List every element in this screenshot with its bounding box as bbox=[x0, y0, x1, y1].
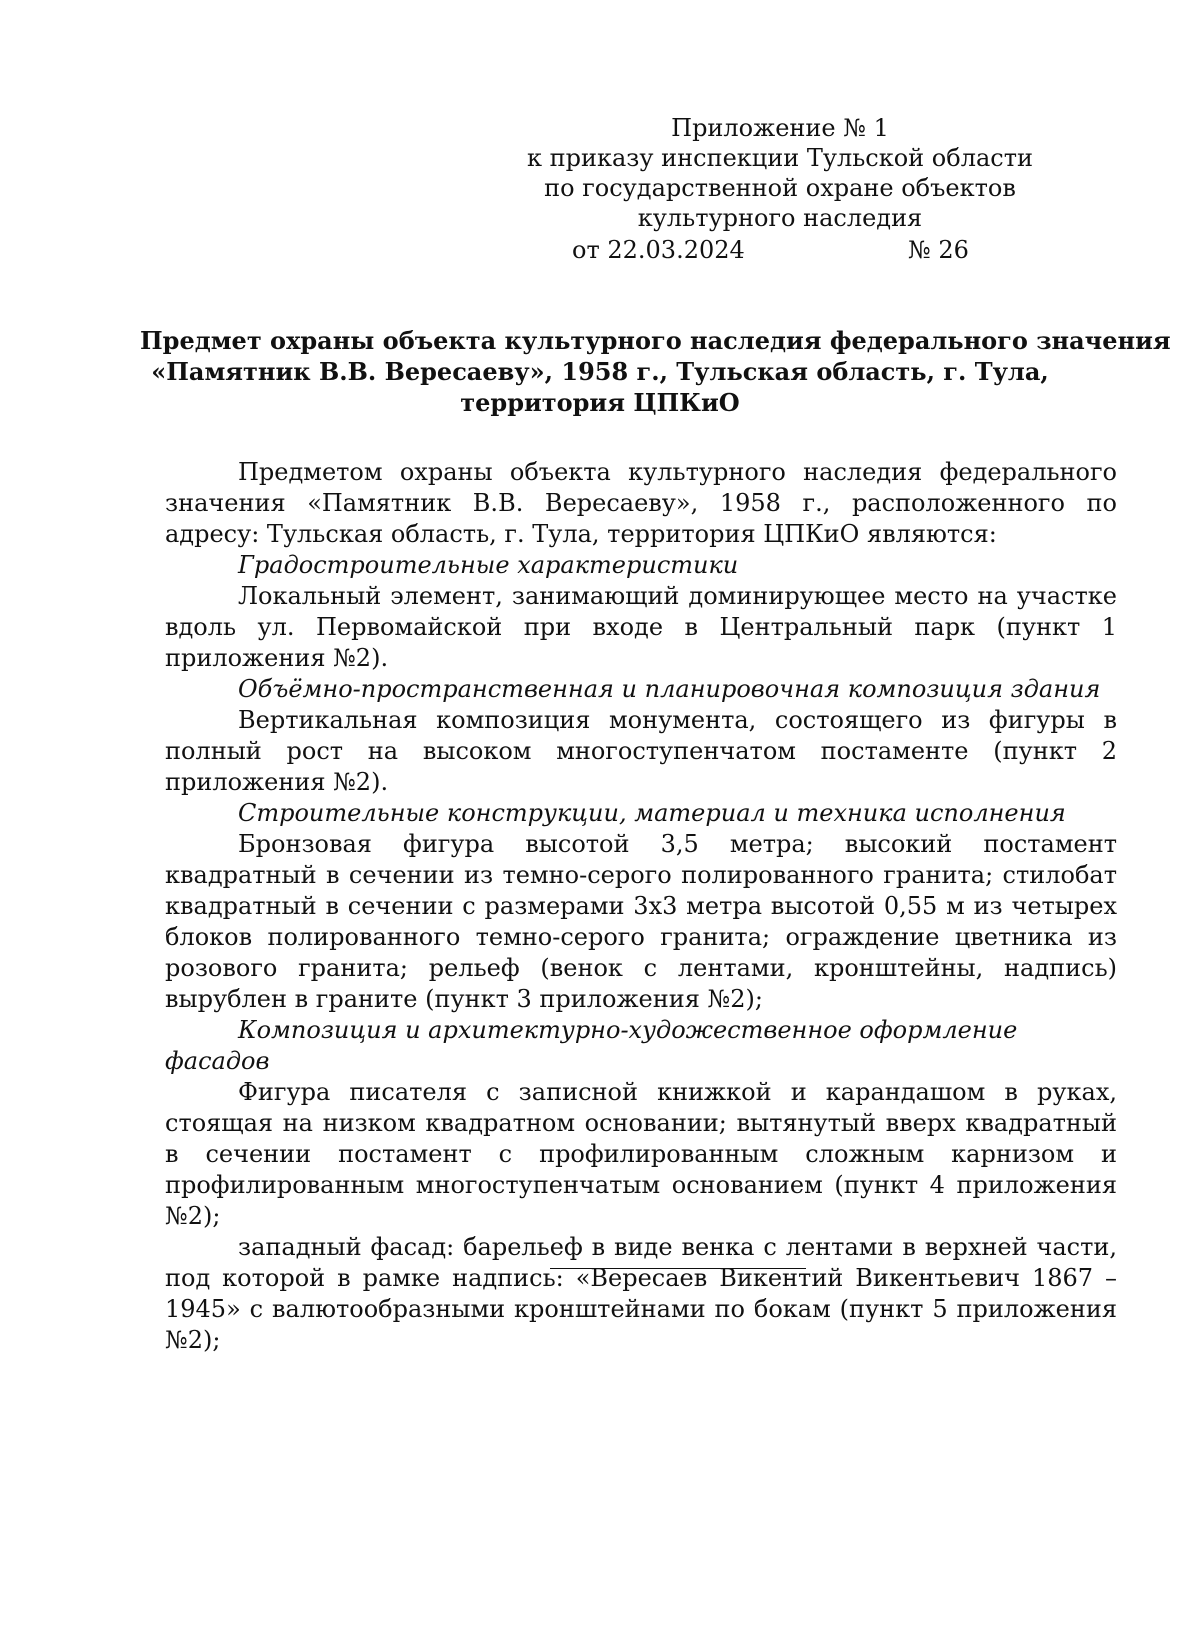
appendix-number: Приложение № 1 bbox=[671, 114, 889, 142]
title-line-1: Предмет охраны объекта культурного наследия федерального значения bbox=[140, 326, 1171, 355]
section-heading-composition: Объёмно-пространственная и планировочная композиция здания bbox=[238, 675, 1101, 703]
document-title bbox=[140, 325, 1171, 418]
intro-paragraph: Предметом охраны объекта культурного наследия федерального значения «Памятник В.В. Вересаеву», 1958 г., расположенного по адресу: Тульская область, г. Тула, территория ЦПКиО являются: bbox=[165, 458, 1117, 548]
paragraph-west-facade: западный фасад: барельеф в виде венка с лентами в верхней части, под которой в рамке надпись: «Вересаев Викентий Викентьевич 1867 – 1945» с валютообразными кронштейнами по бокам (пункт 5 приложения №2); bbox=[165, 1233, 1117, 1354]
paragraph-construction: Бронзовая фигура высотой 3,5 метра; высокий постамент квадратный в сечении из темно-серого полированного гранита; стилобат квадратный в сечении с размерами 3х3 метра высотой 0,55 м из четырех блоков полированного темно-серого гранита; ограждение цветника из розового гранита; рельеф (венок с лентами, кронштейны, надпись) вырублен в граните (пункт 3 приложения №2); bbox=[165, 830, 1117, 1013]
order-number: № 26 bbox=[908, 236, 969, 264]
appendix-order-line: к приказу инспекции Тульской области bbox=[527, 144, 1033, 172]
closing-divider bbox=[550, 1268, 806, 1269]
section-heading-facades: Композиция и архитектурно-художественное оформление фасадов bbox=[165, 1016, 1018, 1075]
document-body bbox=[165, 457, 1117, 1356]
paragraph-composition: Вертикальная композиция монумента, состоящего из фигуры в полный рост на высоком многоступенчатом постаменте (пункт 2 приложения №2). bbox=[165, 706, 1117, 796]
appendix-header bbox=[520, 113, 1040, 233]
title-line-2: «Памятник В.В. Вересаеву», 1958 г., Тульская область, г. Тула, bbox=[151, 357, 1049, 386]
title-line-3: территория ЦПКиО bbox=[460, 388, 740, 417]
section-heading-urban: Градостроительные характеристики bbox=[238, 551, 739, 579]
appendix-authority-line: по государственной охране объектов bbox=[544, 174, 1016, 202]
paragraph-urban: Локальный элемент, занимающий доминирующее место на участке вдоль ул. Первомайской при входе в Центральный парк (пункт 1 приложения №2). bbox=[165, 582, 1117, 672]
section-heading-construction: Строительные конструкции, материал и техника исполнения bbox=[238, 799, 1066, 827]
order-date: от 22.03.2024 bbox=[572, 236, 745, 264]
appendix-heritage-line: культурного наследия bbox=[637, 204, 923, 232]
paragraph-facades: Фигура писателя с записной книжкой и карандашом в руках, стоящая на низком квадратном основании; вытянутый вверх квадратный в сечении постамент с профилированным сложным карнизом и профилированным многоступенчатым основанием (пункт 4 приложения №2); bbox=[165, 1078, 1117, 1230]
